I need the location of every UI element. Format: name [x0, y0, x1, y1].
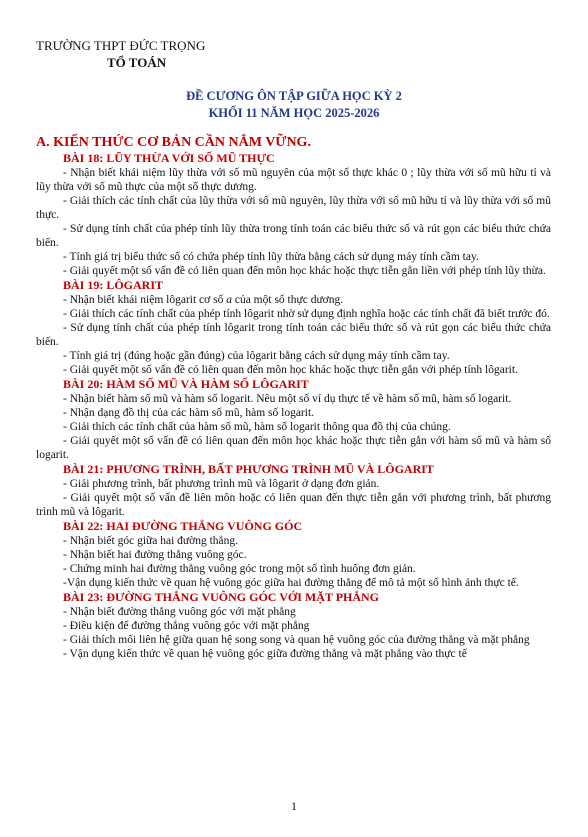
- lesson-19-item: - Tính giá trị (đúng hoặc gần đúng) của lôgarit bằng cách sử dụng máy tính cầm tay.: [63, 350, 450, 362]
- lesson-22-item: - Nhận biết góc giữa hai đường thẳng.: [63, 535, 239, 547]
- lesson-18-item: - Giải quyết một số vấn đề có liên quan đến môn học khác hoặc thực tiễn gắn liền với phép tính lũy thừa.: [63, 265, 546, 277]
- page-number: 1: [291, 799, 297, 813]
- lesson-19-item-text: của một số thực dương.: [231, 294, 344, 306]
- section-heading-a: A. KIẾN THỨC CƠ BẢN CẦN NẮM VỮNG.: [36, 135, 311, 150]
- document-title-line-2: KHỐI 11 NĂM HỌC 2025-2026: [208, 106, 380, 120]
- lesson-20-item: - Giải thích các tính chất của hàm số mũ, hàm số logarit thông qua đồ thị của chúng.: [63, 421, 451, 433]
- lesson-20-item: - Giải quyết một số vấn đề có liên quan đến môn học khác hoặc thực tiễn gắn với hàm số mũ và hàm số logarit.: [36, 435, 551, 461]
- lesson-23-item: - Điều kiện để đường thẳng vuông góc với mặt phẳng: [63, 620, 310, 632]
- lesson-23-item: - Nhận biết đường thẳng vuông góc với mặt phẳng: [63, 606, 296, 618]
- lesson-18-item: - Nhận biết khái niệm lũy thừa với số mũ nguyên của một số thực khác 0 ; lũy thừa với số mũ hữu tỉ và lũy thừa với số mũ thực của một số thực dương.: [36, 167, 551, 193]
- lesson-20-item: - Nhận biết hàm số mũ và hàm số logarit. Nêu một số ví dụ thực tế về hàm số mũ, hàm số logarit.: [63, 393, 512, 405]
- lesson-23-item: - Giải thích mối liên hệ giữa quan hệ song song và quan hệ vuông góc của đường thẳng và mặt phẳng: [63, 634, 530, 646]
- lesson-heading-21: BÀI 21: PHƯƠNG TRÌNH, BẤT PHƯƠNG TRÌNH MŨ VÀ LÔGARIT: [63, 462, 434, 476]
- lesson-heading-20: BÀI 20: HÀM SỐ MŨ VÀ HÀM SỐ LÔGARIT: [63, 377, 309, 391]
- lesson-18-item: - Giải thích các tính chất của lũy thừa với số mũ nguyên, lũy thừa với số mũ hữu tỉ và lũy thừa với số mũ thực.: [36, 195, 551, 221]
- lesson-19-item: - Giải thích các tính chất của phép tính lôgarit nhờ sử dụng định nghĩa hoặc các tính chất đã biết trước đó.: [63, 308, 550, 320]
- lesson-heading-22: BÀI 22: HAI ĐƯỜNG THẲNG VUÔNG GÓC: [63, 519, 303, 533]
- lesson-heading-18: BÀI 18: LŨY THỪA VỚI SỐ MŨ THỰC: [63, 151, 275, 165]
- lesson-18-item: - Sử dụng tính chất của phép tính lũy thừa trong tính toán các biểu thức số và rút gọn các biểu thức chứa biến.: [36, 223, 551, 249]
- lesson-22-item: -Vận dụng kiến thức về quan hệ vuông góc giữa hai đường thẳng để mô tả một số hình ảnh thực tế.: [63, 577, 519, 589]
- content-body: [36, 134, 551, 661]
- lesson-18-item: - Tính giá trị biểu thức số có chứa phép tính lũy thừa bằng cách sử dụng máy tính cầm tay.: [63, 251, 479, 263]
- lesson-19-item: [36, 293, 551, 307]
- lesson-heading-23: BÀI 23: ĐƯỜNG THẲNG VUÔNG GÓC VỚI MẶT PHẲNG: [63, 590, 380, 604]
- lesson-21-item: - Giải quyết một số vấn đề liên môn hoặc có liên quan đến thực tiễn gắn với phương trình, bất phương trình mũ và lôgarit.: [36, 492, 551, 518]
- lesson-20-item: - Nhận dạng đồ thị của các hàm số mũ, hàm số logarit.: [63, 407, 315, 419]
- math-variable: a: [226, 294, 232, 306]
- document-title-line-1: ĐỀ CƯƠNG ÔN TẬP GIỮA HỌC KỲ 2: [186, 89, 402, 103]
- school-name: TRƯỜNG THPT ĐỨC TRỌNG: [36, 38, 206, 53]
- lesson-22-item: - Chứng minh hai đường thẳng vuông góc trong một số tình huống đơn giản.: [63, 563, 416, 575]
- lesson-19-item-text: - Nhận biết khái niệm lôgarit cơ số: [63, 294, 227, 306]
- department-name: TỔ TOÁN: [107, 55, 167, 70]
- lesson-19-item: - Giải quyết một số vấn đề có liên quan đến môn học khác hoặc thực tiễn gắn với phép tính lôgarit.: [63, 364, 518, 376]
- lesson-19-item: - Sử dụng tính chất của phép tính lôgarit trong tính toán các biểu thức số và rút gọn các biểu thức chứa biến.: [36, 322, 551, 348]
- lesson-heading-19: BÀI 19: LÔGARIT: [63, 278, 164, 292]
- lesson-23-item: - Vận dụng kiến thức về quan hệ vuông góc giữa đường thẳng và mặt phẳng vào thực tế: [63, 648, 467, 660]
- lesson-21-item: - Giải phương trình, bất phương trình mũ và lôgarit ở dạng đơn giản.: [63, 478, 380, 490]
- lesson-22-item: - Nhận biết hai đường thẳng vuông góc.: [63, 549, 247, 561]
